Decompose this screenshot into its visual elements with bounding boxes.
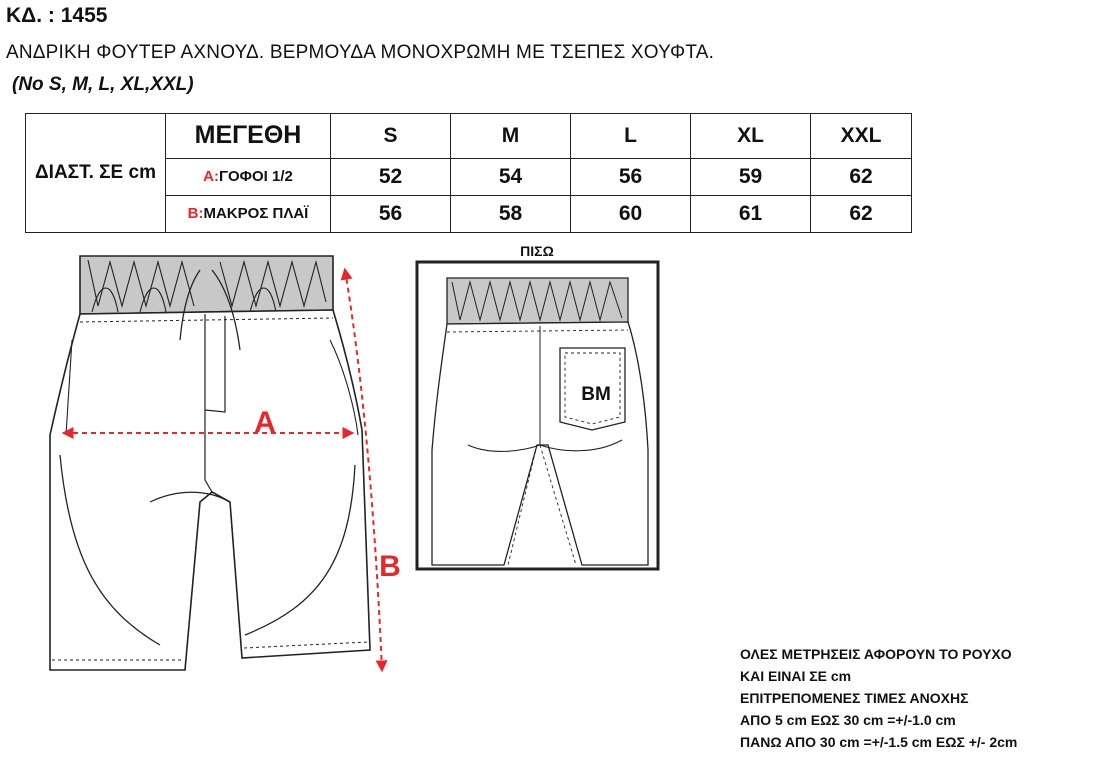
value-cell: 62 bbox=[811, 158, 912, 195]
back-view-label: ΠΙΣΩ bbox=[520, 243, 554, 259]
value-cell: 52 bbox=[331, 158, 451, 195]
size-header-l: L bbox=[571, 114, 691, 159]
product-code: ΚΔ. : 1455 bbox=[6, 4, 108, 27]
value-cell: 58 bbox=[451, 195, 571, 232]
note-line: ΑΠΟ 5 cm ΕΩΣ 30 cm =+/-1.0 cm bbox=[740, 712, 956, 728]
note-line: ΚΑΙ ΕΙΝΑΙ ΣΕ cm bbox=[740, 668, 852, 684]
size-spec-table bbox=[25, 113, 912, 233]
dimensions-header: ΔΙΑΣΤ. ΣΕ cm bbox=[26, 114, 166, 233]
measurement-label-hips bbox=[166, 158, 331, 195]
sizes-note: (No S, M, L, XL,XXL) bbox=[12, 74, 194, 95]
note-line: ΟΛΕΣ ΜΕΤΡΗΣΕΙΣ ΑΦΟΡΟΥΝ ΤΟ ΡΟΥΧΟ bbox=[740, 646, 1012, 662]
technical-drawing bbox=[0, 240, 700, 680]
tolerance-notes bbox=[740, 643, 1017, 753]
size-header-xl: XL bbox=[691, 114, 811, 159]
pocket-label: BM bbox=[581, 384, 611, 405]
measurement-letter: A: bbox=[203, 168, 219, 186]
size-header-m: M bbox=[451, 114, 571, 159]
note-line: ΠΑΝΩ ΑΠΟ 30 cm =+/-1.5 cm ΕΩΣ +/- 2cm bbox=[740, 734, 1018, 750]
label-b: B bbox=[379, 550, 401, 583]
value-cell: 61 bbox=[691, 195, 811, 232]
label-a: A bbox=[254, 406, 276, 439]
measurement-label-side-length bbox=[166, 195, 331, 232]
front-shorts-drawing bbox=[50, 256, 370, 670]
front-body-outline bbox=[50, 310, 370, 670]
measurement-name: ΜΑΚΡΟΣ ΠΛΑΪ bbox=[203, 205, 309, 223]
measurement-letter: B: bbox=[187, 205, 204, 223]
value-cell: 60 bbox=[571, 195, 691, 232]
value-cell: 59 bbox=[691, 158, 811, 195]
size-header-xxl: XXL bbox=[811, 114, 912, 159]
value-cell: 62 bbox=[811, 195, 912, 232]
measurement-name: ΓΟΦΟΙ 1/2 bbox=[218, 168, 293, 186]
sizes-label: ΜΕΓΕΘΗ bbox=[166, 114, 331, 159]
note-line: ΕΠΙΤΡΕΠΟΜΕΝΕΣ ΤΙΜΕΣ ΑΝΟΧΗΣ bbox=[740, 690, 969, 706]
value-cell: 56 bbox=[331, 195, 451, 232]
size-header-s: S bbox=[331, 114, 451, 159]
value-cell: 56 bbox=[571, 158, 691, 195]
value-cell: 54 bbox=[451, 158, 571, 195]
front-waistband bbox=[80, 256, 333, 314]
product-description: ΑΝΔΡΙΚΗ ΦΟΥΤΕΡ ΑΧΝΟΥΔ. ΒΕΡΜΟΥΔΑ ΜΟΝΟΧΡΩΜΗ ΜΕ ΤΣΕΠΕΣ ΧΟΥΦΤΑ. bbox=[6, 42, 715, 63]
